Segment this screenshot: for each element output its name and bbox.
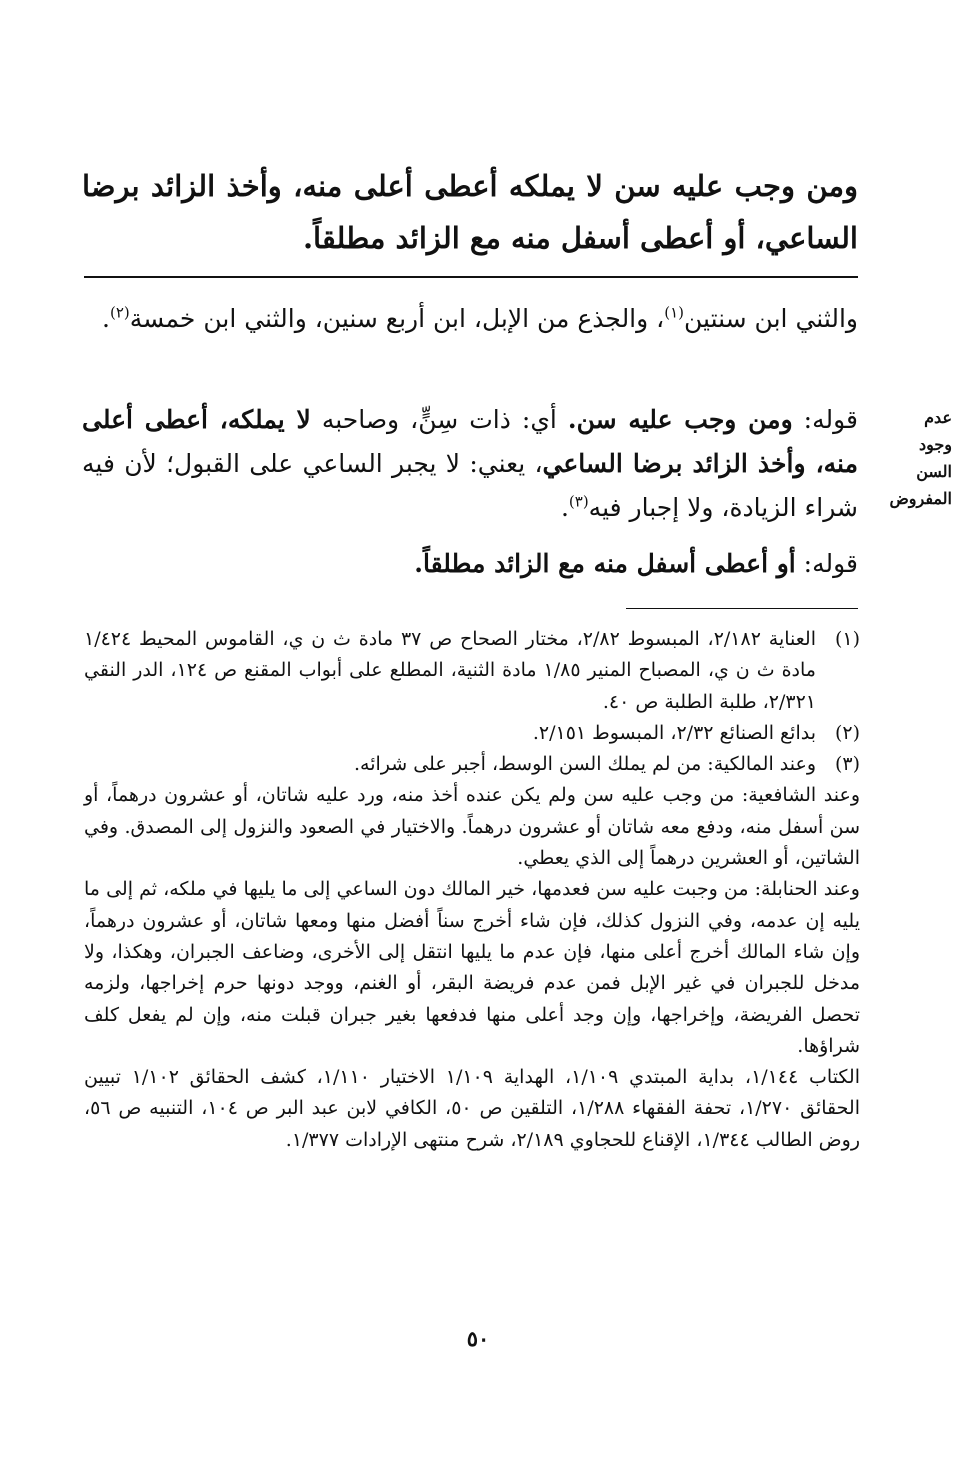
- footnote-1: [84, 624, 860, 718]
- margin-heading-line: المفروض: [889, 489, 952, 508]
- commentary-text: والثني ابن سنتين: [684, 304, 858, 333]
- footnote-3-sources: الكتاب ١/١٤٤، بداية المبتدي ١/١٠٩، الهداية ١/١٠٩ الاختيار ١/١١٠، كشف الحقائق ١/١٠٢ تبيين الحقائق ١/٢٧٠، تحفة الفقهاء ١/٢٨٨، التلقين ص ٥٠، الكافي لابن عبد البر ص ١٠٤، التنبيه ص ٥٦، روض الطالب ١/٣٤٤، الإقناع للحجاوي ٢/١٨٩، شرح منتهى الإرادات ١/٣٧٧.: [84, 1066, 861, 1151]
- quoted-matn: لا يملكه، أعطى أعلى منه، وأخذ الزائد برضا الساعي: [82, 405, 858, 478]
- footnote-3: [84, 749, 860, 780]
- footnote-text: بدائع الصنائع ٢/٣٢، المبسوط ٢/١٥١.: [532, 721, 816, 744]
- commentary-paragraph-1: [82, 398, 914, 530]
- commentary-text: .: [102, 304, 110, 333]
- commentary-continuation: [82, 298, 858, 340]
- footnote-divider: [626, 608, 858, 609]
- page-number: ٥٠: [466, 1326, 490, 1351]
- margin-heading: [868, 404, 952, 512]
- footnote-ref-2[interactable]: (٢): [109, 303, 130, 322]
- margin-heading-line: السن: [916, 462, 952, 481]
- commentary-text: ، والجذع من الإبل، ابن أربع سنين، والثني ابن خمسة: [129, 304, 665, 333]
- qawluh-label: قوله:: [792, 405, 858, 434]
- footnote-ref-1[interactable]: (١): [664, 303, 684, 322]
- quoted-matn: أو أعطى أسفل منه مع الزائد مطلقاً.: [414, 549, 796, 578]
- matn-text: ومن وجب عليه سن لا يملكه أعطى أعلى منه، وأخذ الزائد برضا الساعي، أو أعطى أسفل منه مع الزائد مطلقاً.: [82, 169, 858, 255]
- footnote-3-shafiiyya: وعند الشافعية: من وجب عليه سن ولم يكن عنده أخذ منه، ورد عليه شاتان، أو عشرون درهماً، أو سن أسفل منه، ودفع معه شاتان أو عشرون درهماً. والاختيار في الصعود والنزول إلى المصدق. وفي الشاتين، أو العشرين درهماً إلى الذي يعطي.: [84, 784, 860, 870]
- qawluh-label: قوله:: [795, 549, 858, 578]
- commentary-text: ، يعني: لا يجبر الساعي على القبول؛ لأن فيه شراء الزيادة، ولا إجبار فيه: [82, 449, 858, 522]
- footnote-number: (٣): [834, 753, 860, 776]
- footnote-2: [84, 718, 860, 749]
- footnote-ref-3[interactable]: (٣): [568, 492, 589, 511]
- footnote-text: وعند المالكية: من لم يملك السن الوسط، أجبر على شرائه.: [353, 753, 816, 776]
- footnote-number: (١): [834, 628, 860, 650]
- margin-heading-line: عدم: [924, 408, 952, 427]
- matn-divider: [84, 276, 858, 278]
- footnote-number: (٢): [834, 721, 860, 744]
- commentary-text: أي: ذات سِنٍّ، وصاحبه: [310, 405, 568, 434]
- footnote-3-hanabila: وعند الحنابلة: من وجبت عليه سن فعدمها، خير المالك دون الساعي إلى ما يليها في ملكه، ثم إلى ما يليه إن عدمه، وفي النزول كذلك، فإن شاء أخرج سناً أفضل منها ومعها شاتان، أو عشرون درهماً، وإن شاء المالك أخرج أعلى منها، فإن عدم ما يليها انتقل إلى الأخرى، وضاعف الجبران، وهكذا، ولا مدخل للجبران في غير الإبل فمن عدم فريضة البقر، أو الغنم، ووجد دونها حرم إخراجها، ولزمه تحصل الفريضة، وإخراجها، وإن وجد أعلى منها فدفعها بغير جبران قبلت منه، وإن لم يفعل كلف شراؤها.: [84, 878, 860, 1057]
- commentary-text: .: [560, 493, 569, 522]
- quoted-matn: ومن وجب عليه سن.: [567, 405, 793, 434]
- footnotes: [84, 624, 860, 1156]
- footnote-text: العناية ٢/١٨٢، المبسوط ٢/٨٢، مختار الصحاح ص ٣٧ مادة ث ن ي، القاموس المحيط ١/٤٢٤ مادة ث ن ي، المصباح المنير ١/٨٥ مادة الثنية، المطلع على أبواب المقنع ص ١٢٤، الدر النقي ٢/٣٢١، طلبة الطلبة ص ٤٠.: [84, 628, 816, 713]
- commentary-paragraph-2: [82, 542, 914, 586]
- margin-heading-line: وجود: [918, 435, 952, 454]
